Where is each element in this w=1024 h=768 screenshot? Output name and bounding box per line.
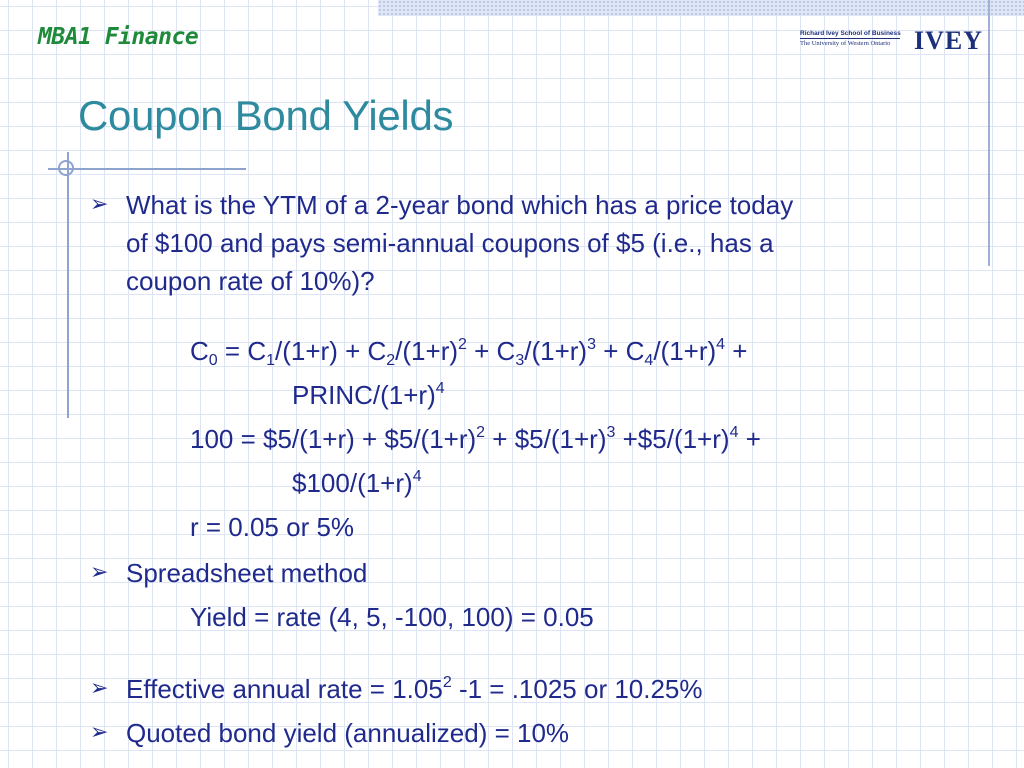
effective-annual-rate: Effective annual rate = $1.05^2$ -1 = .1025 or 10.25%	[126, 674, 703, 704]
question-line-1: What is the YTM of a 2-year bond which has a price today	[126, 190, 794, 220]
logo-wordmark: IVEY	[914, 26, 984, 55]
arrow-bullet-icon: ➢	[90, 676, 109, 701]
arrow-bullet-icon: ➢	[90, 192, 109, 217]
formula-numeric: 100 = $5/(1+r) + $\$5/(1+r)^2$ + $\$5/(1+r)^3$ $+\$5/(1+r)^4$ +	[190, 424, 761, 454]
formula-general: $C_0 = C_1/(1+r) + C_2/(1+r)^2 + C_3/(1+r)^3 + C_4/(1+r)^4$ +	[190, 336, 748, 369]
right-decoration-line	[988, 0, 990, 266]
decoration-circle	[58, 160, 74, 176]
logo-school-name: Richard Ivey School of Business	[800, 30, 901, 37]
yield-formula: Yield = rate (4, 5, -100, 100) = 0.05	[190, 602, 594, 632]
question-line-2: of $100 and pays semi-annual coupons of $5 (i.e., has a	[126, 228, 774, 258]
arrow-bullet-icon: ➢	[90, 720, 109, 745]
course-title: MBA1 Finance	[38, 24, 199, 50]
result-line: r = 0.05 or 5%	[190, 512, 355, 542]
logo-university-name: The University of Western Ontario	[800, 40, 891, 47]
formula-numeric-continuation: $\$100/(1+r)^4$	[292, 468, 422, 498]
ivey-logo	[798, 26, 984, 60]
question-line-3: coupon rate of 10%)?	[126, 266, 375, 296]
arrow-bullet-icon: ➢	[90, 560, 109, 585]
header-decoration-band	[378, 0, 1024, 16]
quoted-bond-yield: Quoted bond yield (annualized) = 10%	[126, 718, 570, 748]
slide-title: Coupon Bond Yields	[78, 92, 454, 139]
logo-rule	[800, 38, 900, 39]
spreadsheet-method: Spreadsheet method	[126, 558, 368, 588]
decoration-horizontal-line	[48, 168, 246, 170]
formula-general-continuation: PRINC/$(1+r)^4$	[292, 380, 445, 410]
decoration-vertical-line	[67, 152, 69, 418]
